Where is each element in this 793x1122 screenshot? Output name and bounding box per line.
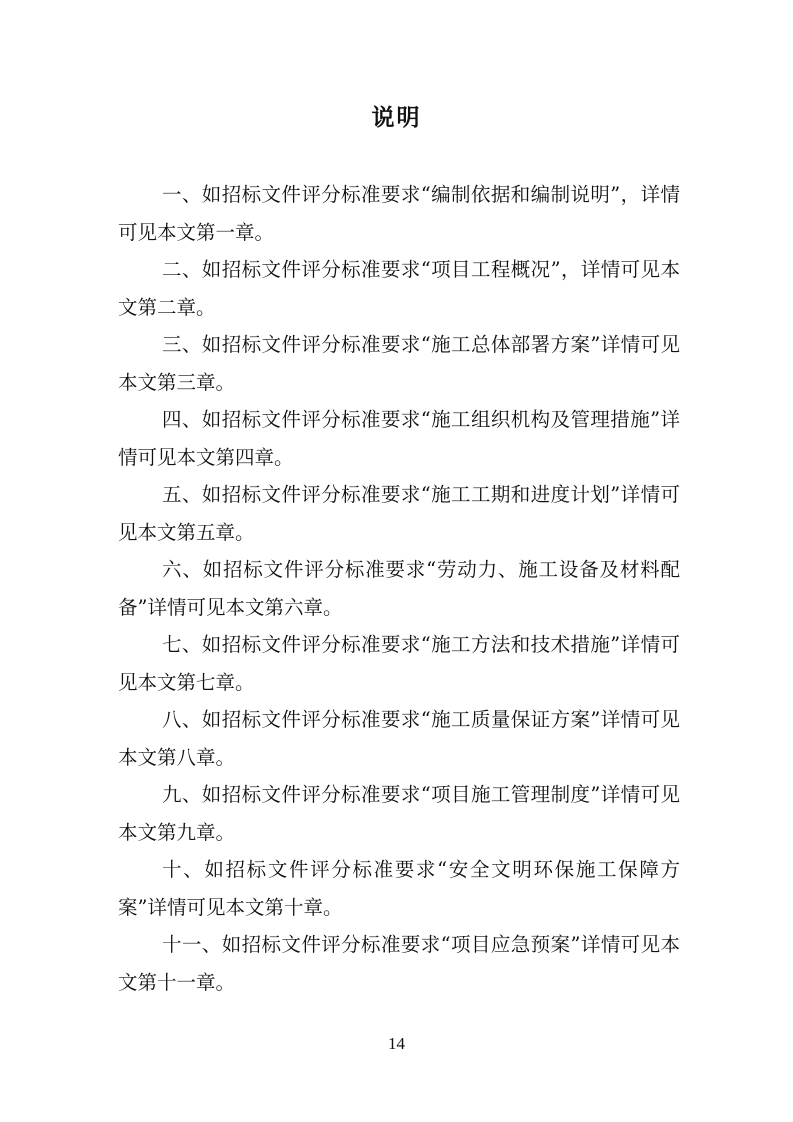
list-item: 三、如招标文件评分标准要求“施工总体部署方案”详情可见本文第三章。 xyxy=(118,333,680,394)
list-item: 九、如招标文件评分标准要求“项目施工管理制度”详情可见本文第九章。 xyxy=(118,783,680,844)
list-item: 十、如招标文件评分标准要求“安全文明环保施工保障方案”详情可见本文第十章。 xyxy=(118,858,680,919)
list-item: 十一、如招标文件评分标准要求“项目应急预案”详情可见本文第十一章。 xyxy=(118,933,680,994)
page-number: 14 xyxy=(388,1034,405,1053)
list-item: 四、如招标文件评分标准要求“施工组织机构及管理措施”详情可见本文第四章。 xyxy=(118,408,680,469)
list-item: 五、如招标文件评分标准要求“施工工期和进度计划”详情可见本文第五章。 xyxy=(118,483,680,544)
list-item: 八、如招标文件评分标准要求“施工质量保证方案”详情可见本文第八章。 xyxy=(118,708,680,769)
page-title: 说明 xyxy=(371,104,422,131)
list-item: 一、如招标文件评分标准要求“编制依据和编制说明”，详情可见本文第一章。 xyxy=(118,183,680,244)
list-item: 七、如招标文件评分标准要求“施工方法和技术措施”详情可见本文第七章。 xyxy=(118,633,680,694)
item-list xyxy=(118,176,680,1001)
list-item: 六、如招标文件评分标准要求“劳动力、施工设备及材料配备”详情可见本文第六章。 xyxy=(118,558,680,619)
list-item: 二、如招标文件评分标准要求“项目工程概况”，详情可见本文第二章。 xyxy=(118,258,680,319)
